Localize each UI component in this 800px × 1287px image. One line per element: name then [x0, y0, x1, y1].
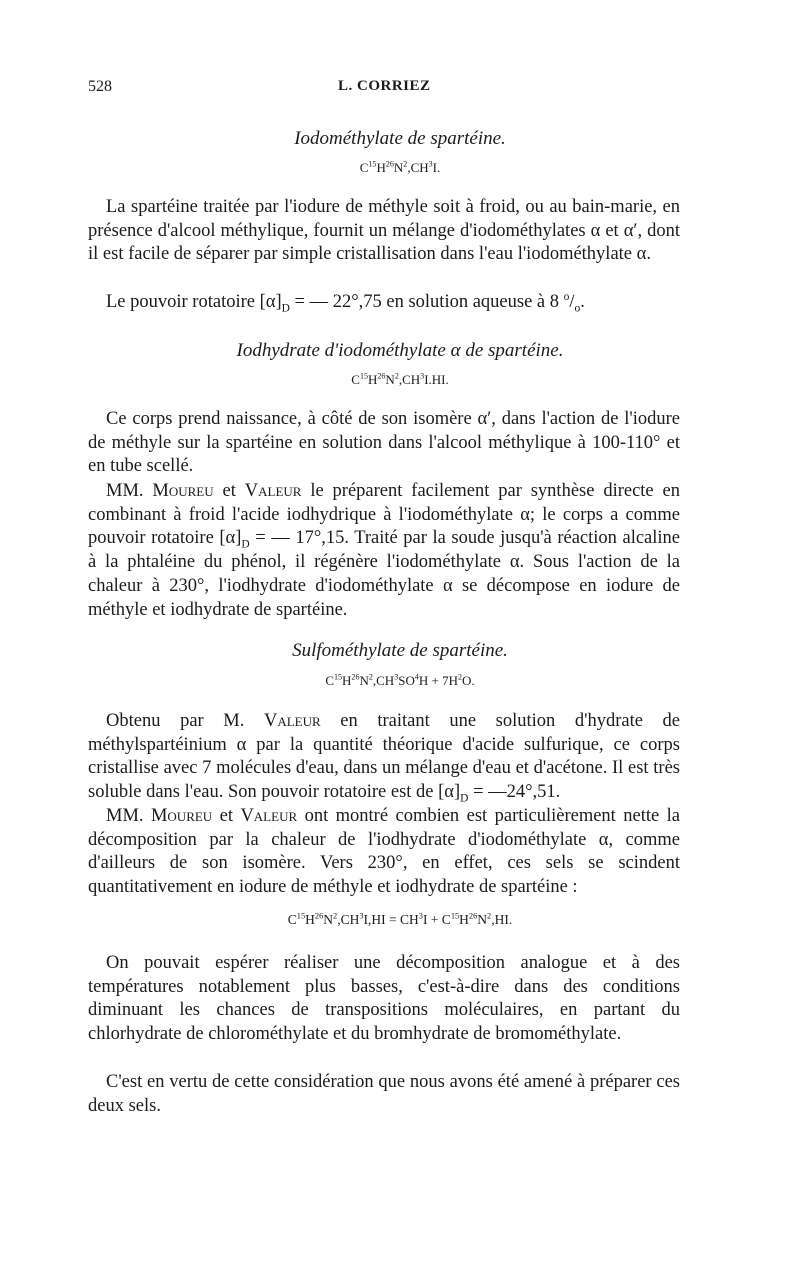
paragraph-3: Ce corps prend naissance, à côté de son isomère α′, dans l'action de l'iodure de méthyle sur la spartéine en solution dans l'alcool méthylique à 100-110° et en tube scellé. — [88, 409, 680, 477]
paragraph-2: Le pouvoir rotatoire $[\alpha]_D$ = — 22°,75 en solution aqueuse à 8 $^o/_o$. — [106, 290, 585, 315]
author-name-valeur: Valeur — [263, 711, 321, 731]
page-number: 528 — [88, 78, 112, 95]
author-name-valeur: Valeur — [240, 806, 298, 826]
section-title-sulfomethylate: Sulfométhylate de spartéine. — [292, 640, 508, 661]
formula-iodomethylate: $C^{15}H^{26}N^2,CH^3I$. — [359, 159, 441, 175]
running-header-author: L. CORRIEZ — [338, 78, 431, 94]
paragraph-8: C'est en vertu de cette considération que nous avons été amené à préparer ces deux sels. — [88, 1072, 680, 1116]
formula-sulfomethylate: $C^{15}H^{26}N^2,CH^3SO^4H + 7H^2O$. — [325, 672, 475, 688]
section-title-iodomethylate: Iodométhylate de spartéine. — [294, 128, 506, 149]
paragraph-5: Obtenu par M. Valeur en traitant une solution d'hydrate de méthylspartéinium α par la quantité théorique d'acide sulfurique, ce corps cristallise avec 7 molécules d'eau, dans un mélange d'eau et d'acétone. Il est très soluble dans l'eau. Son pouvoir rotatoire est de $[\alpha]_D$ = —24°,51. — [88, 711, 680, 805]
paragraph-4: MM. Moureu et Valeur le préparent facilement par synthèse directe en combinant à froid l'acide iodhydrique à l'iodométhylate α; le corps a comme pouvoir rotatoire $[\alpha]_D$ = — 17°,15. Traité par la soude jusqu'à réaction alcaline à la phtaléine du phénol, il régénère l'iodométhylate α. Sous l'action de la chaleur à 230°, l'iodhydrate d'iodométhylate α se décompose en iodure de méthyle et iodhydrate de spartéine. — [88, 481, 680, 620]
section-title-iodhydrate: Iodhydrate d'iodométhylate α de spartéine. — [236, 340, 564, 361]
author-name-valeur: Valeur — [244, 481, 302, 501]
paragraph-7: On pouvait espérer réaliser une décomposition analogue et à des températures notablement plus basses, c'est-à-dire dans des conditions diminuant les chances de transpositions moléculaires, en partant du chlorhydrate de chlorométhylate et du bromhydrate de bromométhylate. — [88, 953, 680, 1045]
paragraph-6: MM. Moureu et Valeur ont montré combien est particulièrement nette la décomposition par la chaleur de l'iodhydrate d'iodométhylate α, comme d'ailleurs de son isomère. Vers 230°, en effet, ces sels se scindent quantitativement en iodure de méthyle et iodhydrate de spartéine : — [88, 806, 680, 898]
author-name-moureu: Moureu — [152, 481, 214, 501]
equation-decomposition: $C^{15}H^{26}N^2,CH^3I,HI = CH^3I + C^{15}H^{26}N^2,HI$. — [287, 911, 513, 927]
paragraph-1: La spartéine traitée par l'iodure de méthyle soit à froid, ou au bain-marie, en présence d'alcool méthylique, fournit un mélange d'iodométhylates α et α′, dont il est facile de séparer par simple cristallisation dans l'eau l'iodométhylate α. — [88, 197, 680, 265]
formula-iodhydrate: $C^{15}H^{26}N^2,CH^3I.HI$. — [351, 371, 449, 387]
author-name-moureu: Moureu — [150, 806, 213, 826]
